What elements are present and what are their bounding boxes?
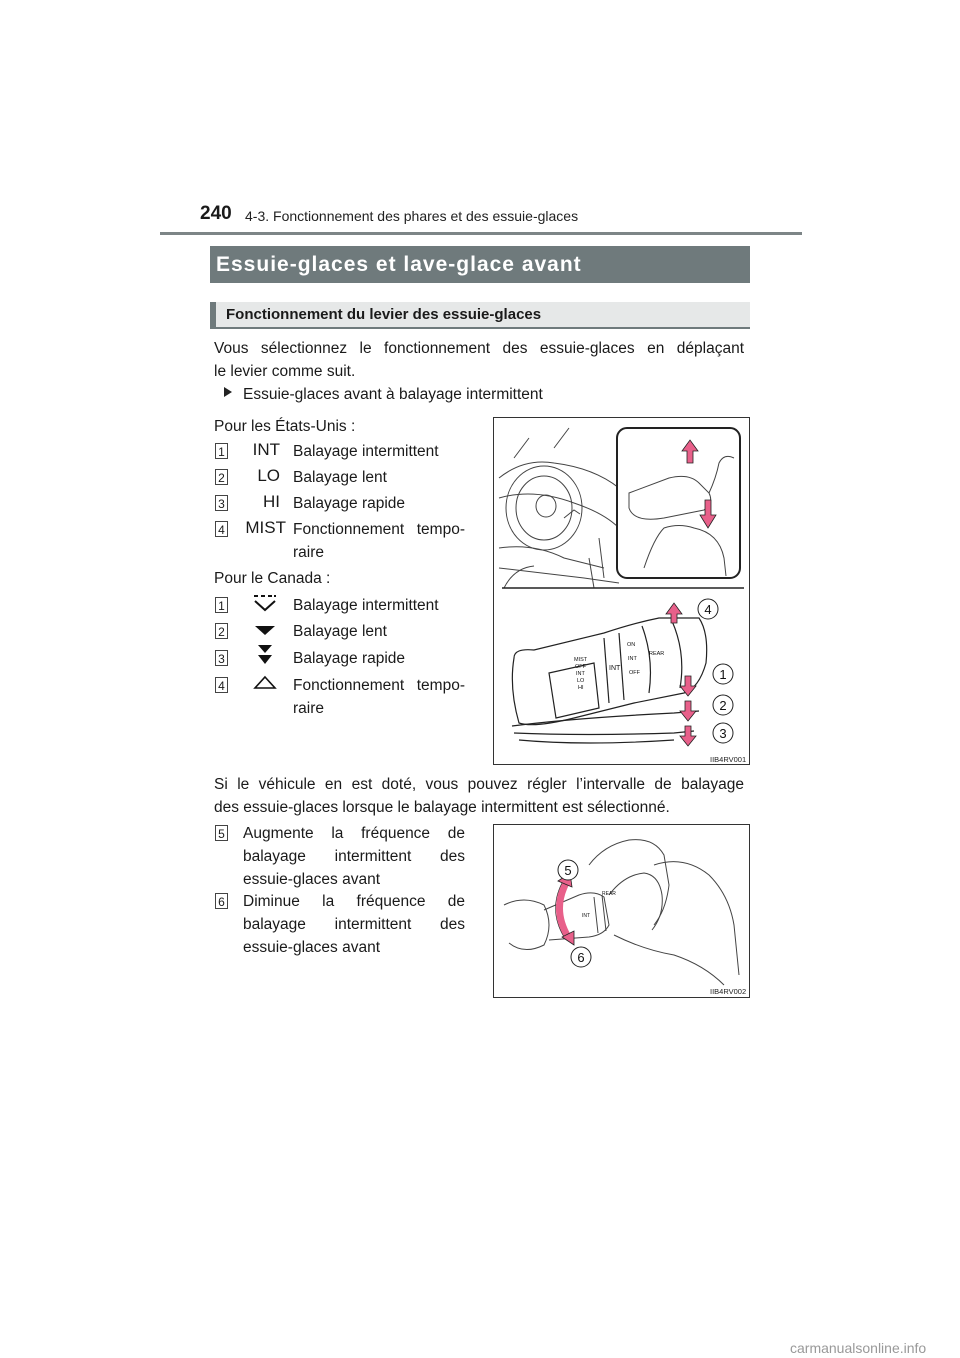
callout-badge: 1	[215, 443, 228, 459]
interval-line-2: des essuie-glaces lorsque le balayage intermittent est sélectionné.	[214, 799, 670, 816]
interval-dial-figure	[493, 824, 750, 998]
callout-4: 4	[704, 602, 712, 617]
callout-badge: 4	[215, 677, 228, 693]
double-triangle-down-icon	[255, 643, 275, 667]
bullet-text: Essuie-glaces avant à balayage intermittent	[243, 386, 543, 403]
callout-3: 3	[719, 726, 727, 741]
lever-label-int-small: INT	[628, 656, 637, 662]
subsection-title: Fonctionnement du levier des essuie-glaces	[226, 306, 542, 323]
subsection-title-bar	[210, 302, 750, 329]
interval-dial-illustration	[494, 825, 750, 998]
item-text: Balayage rapide	[293, 495, 406, 512]
item-text: Balayage rapide	[293, 650, 406, 667]
callout-badge: 2	[215, 469, 228, 485]
chapter-title: 4-3. Fonctionnement des phares et des essuie-glaces	[245, 208, 579, 224]
item-line-3: essuie-glaces avant	[243, 871, 380, 888]
lever-label-mist: MIST	[574, 657, 588, 663]
callout-1: 1	[719, 667, 727, 682]
figure-id: IIB4RV001	[710, 755, 747, 764]
site-watermark: carmanualsonline.info	[790, 1340, 927, 1356]
item-line-1: Augmente la fréquence de	[243, 825, 465, 842]
switch-code: LO	[257, 466, 280, 485]
lever-label-lo: LO	[577, 678, 585, 684]
lever-label-hi: HI	[578, 685, 584, 691]
single-triangle-down-icon	[254, 623, 276, 637]
item-line-3: essuie-glaces avant	[243, 939, 380, 956]
canada-heading: Pour le Canada :	[214, 570, 331, 587]
intro-line-1: Vous sélectionnez le fonctionnement des essuie-glaces en déplaçant	[214, 340, 744, 357]
usa-heading: Pour les États-Unis :	[214, 418, 356, 435]
bullet-arrow-icon	[224, 387, 232, 397]
callout-6: 6	[577, 950, 585, 965]
callout-badge: 3	[215, 650, 228, 666]
intro-line-2: le levier comme suit.	[214, 363, 356, 380]
callout-2: 2	[719, 698, 727, 713]
wiper-lever-illustration	[494, 418, 750, 765]
dial-label-int: INT	[582, 913, 591, 919]
switch-code: MIST	[245, 518, 286, 537]
lever-label-on: ON	[627, 642, 636, 648]
lever-label-off-small: OFF	[629, 670, 640, 676]
section-title-bar	[210, 246, 750, 283]
section-title: Essuie-glaces et lave-glace avant	[216, 252, 582, 276]
item-text: Balayage intermittent	[293, 597, 439, 614]
item-text-line-2: raire	[293, 544, 325, 561]
dial-label-rear: REAR	[602, 891, 616, 897]
intermittent-wiper-icon	[252, 593, 278, 613]
item-line-2: balayage intermittent des	[243, 848, 465, 865]
callout-badge: 4	[215, 521, 228, 537]
callout-badge: 2	[215, 623, 228, 639]
interval-line-1: Si le véhicule en est doté, vous pouvez régler l’intervalle de balayage	[214, 776, 744, 793]
page-number: 240	[200, 203, 232, 224]
switch-code: INT	[252, 440, 280, 459]
callout-badge: 3	[215, 495, 228, 511]
item-text-line-2: raire	[293, 700, 325, 717]
item-text-line-1: Fonctionnement tempo-	[293, 521, 465, 538]
item-text: Balayage lent	[293, 623, 387, 640]
item-text-line-1: Fonctionnement tempo-	[293, 677, 465, 694]
figure-id: IIB4RV002	[710, 987, 747, 996]
header-divider	[160, 232, 802, 235]
callout-badge: 5	[215, 825, 228, 841]
wiper-lever-figure	[493, 417, 750, 765]
lever-label-rear: REAR	[649, 651, 665, 657]
item-line-2: balayage intermittent des	[243, 916, 465, 933]
switch-code: HI	[263, 492, 280, 511]
lever-label-int: INT	[576, 671, 585, 677]
callout-badge: 6	[215, 893, 228, 909]
callout-5: 5	[564, 863, 572, 878]
callout-badge: 1	[215, 597, 228, 613]
lever-label-off: OFF	[575, 664, 586, 670]
item-text: Balayage intermittent	[293, 443, 439, 460]
triangle-up-outline-icon	[253, 675, 277, 691]
item-line-1: Diminue la fréquence de	[243, 893, 465, 910]
item-text: Balayage lent	[293, 469, 387, 486]
lever-label-int-big: INT	[609, 665, 621, 672]
